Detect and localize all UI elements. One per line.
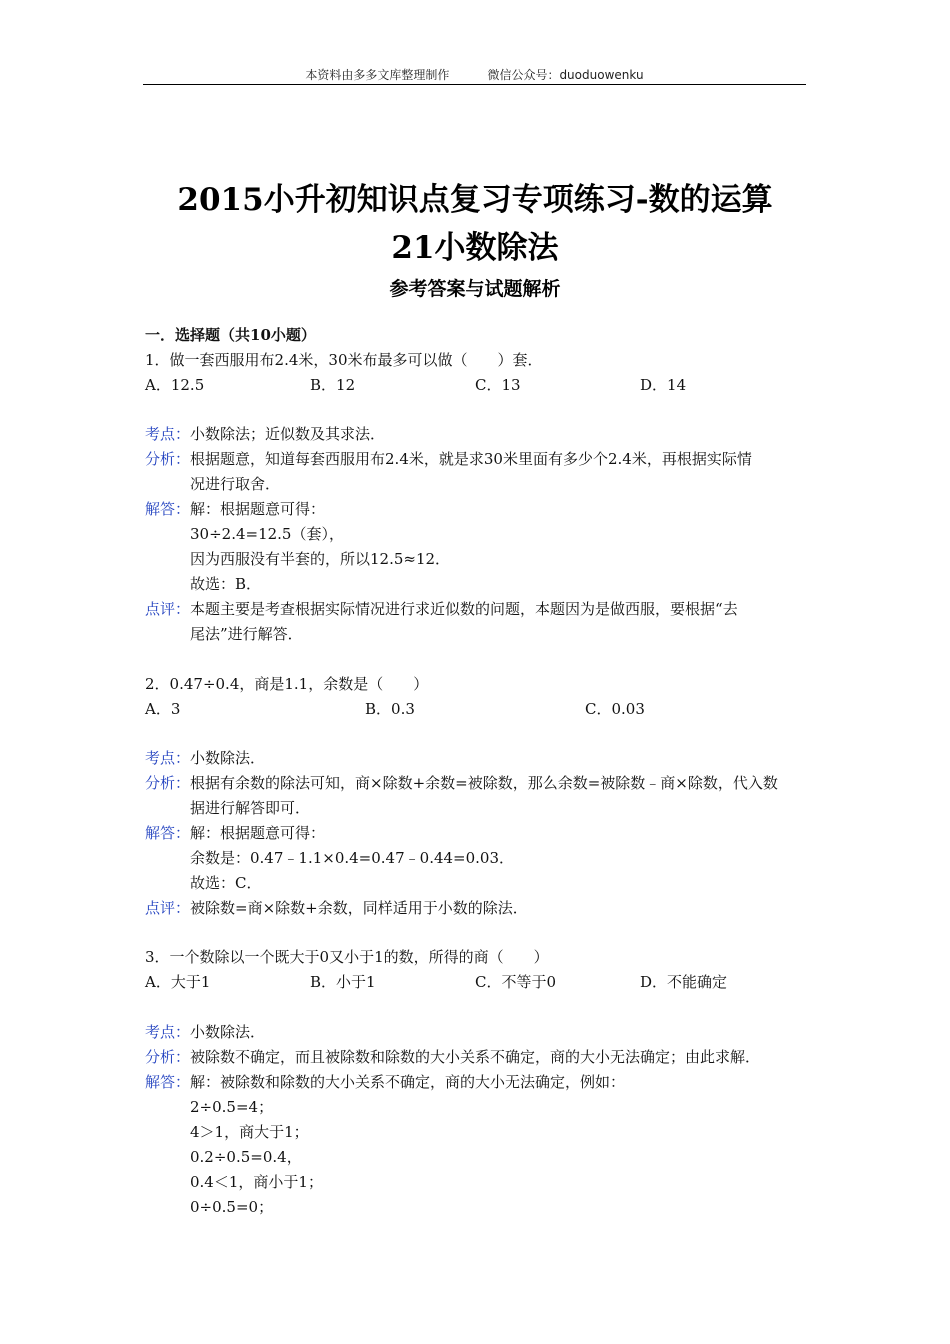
- question-1-option-b: B．12: [310, 376, 356, 394]
- question-2-option-b: B．0.3: [365, 700, 415, 718]
- question-1-stem: 1．做一套西服用布2.4米，30米布最多可以做（ ）套．: [145, 351, 543, 369]
- q2-jieda-step: 余数是：0.47﹣1.1×0.4=0.47﹣0.44=0.03．: [190, 849, 515, 867]
- q1-jieda-step: 因为西服没有半套的，所以12.5≈12．: [190, 550, 451, 568]
- header-source: 本资料由多多文库整理制作: [305, 68, 450, 82]
- q1-jieda-step: 故选：B．: [190, 575, 262, 593]
- q2-fenxi-cont: 据进行解答即可．: [190, 799, 311, 817]
- q2-fenxi: 分析：根据有余数的除法可知，商×除数+余数=被除数，那么余数=被除数﹣商×除数，代入数: [145, 774, 778, 792]
- question-3-option-d: D．不能确定: [640, 973, 728, 991]
- q1-jieda-step: 30÷2.4=12.5（套），: [190, 525, 344, 543]
- q3-jieda-step: 0÷0.5=0；: [190, 1198, 274, 1216]
- q3-jieda-step: 0.2÷0.5=0.4，: [190, 1148, 302, 1166]
- page-header: [143, 66, 806, 83]
- q3-jieda-step: 4＞1，商大于1；: [190, 1123, 309, 1141]
- q3-fenxi: 分析：被除数不确定，而且被除数和除数的大小关系不确定，商的大小无法确定；由此求解．: [145, 1048, 761, 1066]
- q2-jieda: 解答：解：根据题意可得：: [145, 824, 326, 842]
- q3-jieda-step: 2÷0.5=4；: [190, 1098, 274, 1116]
- question-1-option-d: D．14: [640, 376, 687, 394]
- header-wechat: 微信公众号：duoduowenku: [487, 68, 644, 82]
- document-subtitle: 参考答案与试题解析: [389, 278, 561, 300]
- q1-fenxi: 分析：根据题意，知道每套西服用布2.4米，就是求30米里面有多少个2.4米，再根据实际情: [145, 450, 752, 468]
- question-1-option-c: C．13: [475, 376, 521, 394]
- q3-kaodian: 考点：小数除法．: [145, 1023, 266, 1041]
- document-title-line2: 21小数除法: [391, 230, 559, 266]
- q3-jieda: 解答：解：被除数和除数的大小关系不确定，商的大小无法确定，例如：: [145, 1073, 626, 1091]
- q1-dianping-cont: 尾法”进行解答．: [190, 625, 303, 643]
- label-kaodian: 考点：: [145, 425, 191, 443]
- document-title-line1: 2015小升初知识点复习专项练习-数的运算: [177, 182, 773, 218]
- q1-fenxi-cont: 况进行取舍．: [190, 475, 281, 493]
- question-1-option-a: A．12.5: [145, 376, 205, 394]
- question-3-option-a: A．大于1: [145, 973, 211, 991]
- q2-dianping: 点评：被除数=商×除数+余数，同样适用于小数的除法．: [145, 899, 528, 917]
- section-heading: 一．选择题（共10小题）: [145, 326, 316, 344]
- question-3-option-c: C．不等于0: [475, 973, 557, 991]
- q2-jieda-step: 故选：C．: [190, 874, 262, 892]
- q1-dianping: 点评：本题主要是考查根据实际情况进行求近似数的问题，本题因为是做西服，要根据“去: [145, 600, 738, 618]
- q1-jieda: 解答：解：根据题意可得：: [145, 500, 326, 518]
- question-2-option-c: C．0.03: [585, 700, 645, 718]
- q2-kaodian: 考点：小数除法．: [145, 749, 266, 767]
- question-2-stem: 2．0.47÷0.4，商是1.1，余数是（ ）: [145, 675, 429, 693]
- q1-kaodian: 考点：小数除法；近似数及其求法．: [145, 425, 386, 443]
- question-3-option-b: B．小于1: [310, 973, 376, 991]
- label-jieda: 解答：: [145, 500, 191, 518]
- label-dianping: 点评：: [145, 600, 191, 618]
- header-divider: [143, 84, 806, 85]
- question-2-option-a: A．3: [145, 700, 181, 718]
- label-fenxi: 分析：: [145, 450, 191, 468]
- question-3-stem: 3．一个数除以一个既大于0又小于1的数，所得的商（ ）: [145, 948, 549, 966]
- q3-jieda-step: 0.4＜1，商小于1；: [190, 1173, 323, 1191]
